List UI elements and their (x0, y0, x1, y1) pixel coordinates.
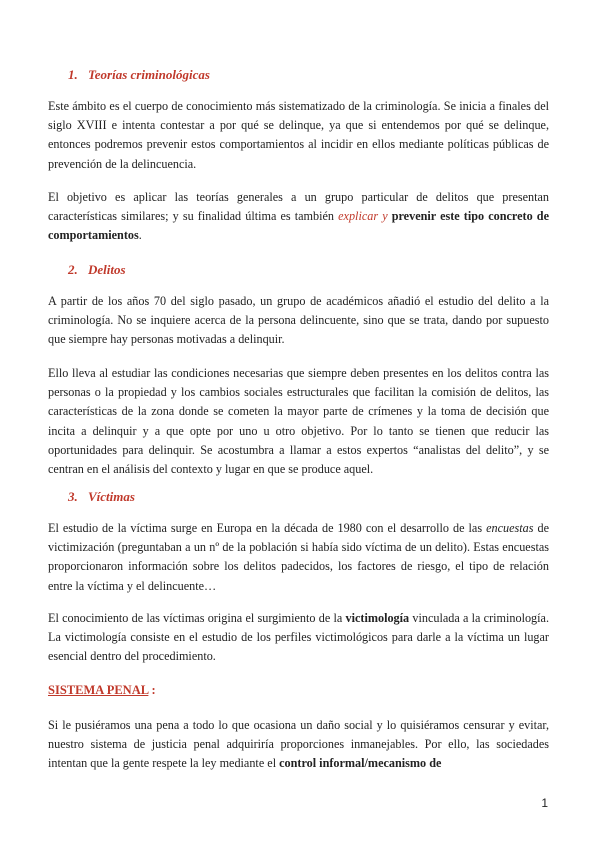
bold-text: control informal/mecanismo de (279, 756, 442, 771)
paragraph-teorias-intro: Este ámbito es el cuerpo de conocimiento más sistematizado de la criminología. Se inicia a finales del siglo XVIII e intenta contestar a por qué se delinque, ya que si entendemos por qué se delinque, entonces podremos prevenir estos comportamientos al incidir en ellos mediante políticas públicas de prevención de la delincuencia. (48, 99, 549, 171)
text-run: vinculada a la criminología. La victimología consiste en el estudio de los perfiles victimológicos para darle a la víctima un lugar esencial dentro del procedimiento. (48, 611, 549, 664)
section-title: Teorías criminológicas (88, 67, 210, 82)
section-heading-teorias (68, 67, 210, 83)
paragraph-sistema-penal (48, 716, 549, 774)
section-title: Delitos (88, 262, 126, 277)
text-run: Si le pusiéramos una pena a todo lo que ocasiona un daño social y lo quisiéramos censurar y evitar, nuestro sistema de justicia penal adquiriría proporciones inmanejables. Por ello, las sociedades intentan que la gente respete la ley mediante el (48, 718, 549, 771)
text-run: . (138, 228, 142, 243)
italic-text: encuestas (486, 521, 534, 535)
text-run: El conocimiento de las víctimas origina el surgimiento de la (48, 611, 346, 625)
bold-text: prevenir este tipo concreto de comportamientos (48, 209, 549, 243)
paragraph-victimas-estudio (48, 519, 549, 596)
sistema-penal-label: SISTEMA PENAL (48, 683, 149, 697)
section-number: 1. (68, 67, 78, 82)
page-number: 1 (541, 796, 548, 810)
text-run: de victimización (preguntaban a un nº de la población si había sido víctima de un delito). Estas encuestas proporcionaron información sobre los delitos padecidos, los factores de riesgo, el tipo de relación entre la víctima y el delincuente… (48, 521, 549, 593)
text-run: El objetivo es aplicar las teorías generales a un grupo particular de delitos que presentan características similares; y su finalidad última es también (48, 190, 549, 224)
section-number: 3. (68, 489, 78, 504)
bold-text: victimología (345, 611, 410, 625)
sistema-penal-suffix: : (148, 683, 156, 697)
paragraph-delitos-intro: A partir de los años 70 del siglo pasado, un grupo de académicos añadió el estudio del delito a la criminología. No se inquiere acerca de la persona delincuente, sino que se trata, dando por supuesto que siempre hay personas motivadas a delinquir. (48, 294, 549, 347)
section-number: 2. (68, 262, 78, 277)
emphasis-text: explicar y (338, 209, 392, 224)
text-run: El estudio de la víctima surge en Europa en la década de 1980 con el desarrollo de las (48, 521, 487, 535)
paragraph-teorias-objetivo (48, 188, 549, 246)
section-heading-delitos (68, 262, 126, 278)
section-heading-victimas (68, 489, 135, 505)
paragraph-delitos-condiciones: Ello lleva al estudiar las condiciones necesarias que siempre deben presentes en los delitos contra las personas o la propiedad y los cambios sociales estructurales que facilitan la comisión de delitos, las características de la zona donde se cometen la mayor parte de crímenes y la toma de decisión que incita a delinquir y a que opte por uno u otro objetivo. Por lo tanto se tienen que reducir las oportunidades para delinquir. Se acostumbra a llamar a estos expertos “analistas del delito”, y se centran en el análisis del contexto y lugar en que se produce aquel. (48, 366, 549, 477)
section-title: Víctimas (88, 489, 135, 504)
sistema-penal-heading (48, 683, 156, 698)
paragraph-victimologia (48, 609, 549, 667)
